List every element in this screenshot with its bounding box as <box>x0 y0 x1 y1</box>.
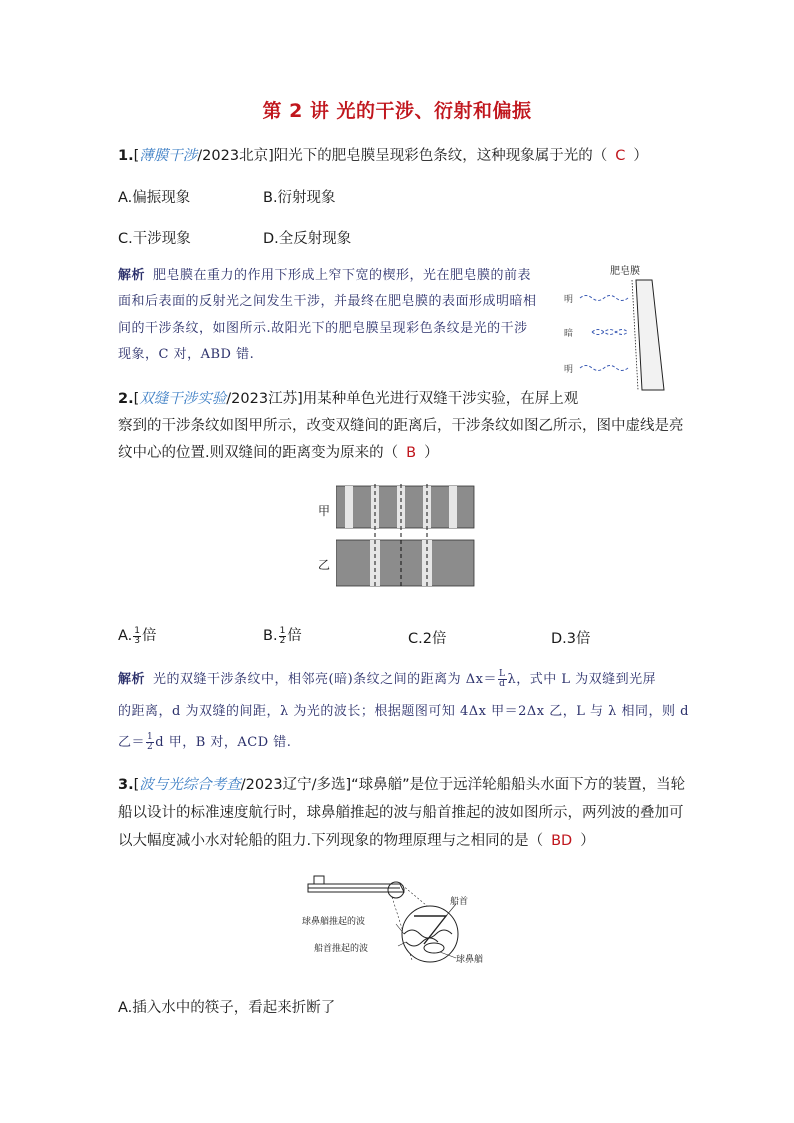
option-b: B.衍射现象 <box>263 190 336 206</box>
topic-tag: 薄膜干涉 <box>139 148 198 164</box>
option-a: A.插入水中的筷子，看起来折断了 <box>118 1000 336 1016</box>
question-text: /2023辽宁/多选]“球鼻艏”是位于远洋轮船船头水面下方的装置，当轮 <box>240 777 686 793</box>
solution-line: 间的干涉条纹，如图所示.故阳光下的肥皂膜呈现彩色条纹是光的干涉 <box>118 321 528 336</box>
wave-dark-2 <box>592 330 628 335</box>
bracket-close: ） <box>633 148 648 164</box>
question-number: 3. <box>118 777 134 793</box>
figure-label-b: 乙 <box>318 558 331 572</box>
solution-line: 的距离，d 为双缝的间距，λ 为光的波长；根据题图可知 4Δx 甲＝2Δx 乙，L 与 λ 相同，则 d <box>118 704 689 719</box>
solution-line: 现象，C 对，ABD 错. <box>118 347 255 362</box>
question-2-stem <box>118 389 578 409</box>
bright-label: 明 <box>564 295 574 305</box>
bracket-open: [ <box>133 148 140 164</box>
option-a: A.偏振现象 <box>118 190 191 206</box>
figure-label-a: 甲 <box>318 504 331 518</box>
solution-label: 解析 <box>118 672 146 687</box>
detail-circle-large <box>402 906 458 962</box>
solution-line <box>118 266 531 286</box>
film-label: 肥皂膜 <box>610 266 640 277</box>
answer-mark: C <box>615 148 626 164</box>
solution-text: 肥皂膜在重力的作用下形成上窄下宽的楔形，光在肥皂膜的前表 <box>153 268 532 283</box>
option-b: B. $\frac{1}{2}$ 倍 <box>263 625 302 646</box>
fraction: $\frac{1}{2}$ <box>147 732 154 752</box>
bow-label: 船首 <box>450 897 469 907</box>
bright-label: 明 <box>564 365 574 375</box>
bow-wave-label: 船首推起的波 <box>314 944 369 954</box>
question-text: 纹中心的位置.则双缝间的距离变为原来的（ B ） <box>118 445 439 461</box>
option-c: C.2倍 <box>408 631 447 647</box>
fringe-pattern-b <box>336 540 474 586</box>
page-title: 第 2 讲 光的干涉、衍射和偏振 <box>262 100 532 122</box>
topic-tag: 双缝干涉实验 <box>139 391 227 407</box>
wave-bright-1 <box>580 296 628 301</box>
question-source: /2023北京]阳光下的肥皂膜呈现彩色条纹，这种现象属于光的（ <box>197 148 608 164</box>
bulb-shape <box>424 943 444 953</box>
soap-film-wedge <box>636 280 664 390</box>
question-text: 察到的干涉条纹如图甲所示，改变双缝间的距离后，干涉条纹如图乙所示，图中虚线是亮 <box>118 418 684 434</box>
solution-line: 解析 光的双缝干涉条纹中，相邻亮(暗)条纹之间的距离为 Δx＝ $\frac{L}{d}$ λ，式中 L 为双缝到光屏 <box>118 669 657 689</box>
question-number: 1. <box>118 148 134 164</box>
topic-tag: 波与光综合考查 <box>139 777 241 793</box>
bulb-wave-label: 球鼻艏推起的波 <box>302 917 366 927</box>
solution-label: 解析 <box>118 268 146 283</box>
question-text: 船以设计的标准速度航行时，球鼻艏推起的波与船首推起的波如图所示，两列波的叠加可 <box>118 805 684 821</box>
fraction: $\frac{1}{3}$ <box>134 625 141 646</box>
question-3-stem <box>118 775 685 795</box>
answer-mark: BD <box>551 833 573 849</box>
question-text: /2023江苏]用某种单色光进行双缝干涉实验，在屏上观 <box>226 391 579 407</box>
fraction: $\frac{L}{d}$ <box>499 669 506 689</box>
bulb-label: 球鼻艏 <box>456 955 484 965</box>
question-1-stem <box>118 146 648 166</box>
solution-line: 乙＝ $\frac{1}{2}$ d 甲，B 对，ACD 错. <box>118 732 292 752</box>
fringe-figure <box>336 484 476 590</box>
option-d: D.全反射现象 <box>263 231 352 247</box>
wave-dark <box>592 330 628 335</box>
solution-line: 面和后表面的反射光之间发生干涉，并最终在肥皂膜的表面形成明暗相 <box>118 294 537 309</box>
answer-mark: B <box>406 445 417 461</box>
question-text: 以大幅度减小水对轮船的阻力.下列现象的物理原理与之相同的是（ BD ） <box>118 833 595 849</box>
question-number: 2. <box>118 391 134 407</box>
dark-label: 暗 <box>564 329 574 339</box>
bracket-open: [ <box>133 391 140 407</box>
bracket-open: [ <box>133 777 140 793</box>
wave-bright-2 <box>580 366 628 371</box>
ship-hull <box>308 876 404 892</box>
option-d: D.3倍 <box>551 631 591 647</box>
fringe-pattern-a <box>336 486 474 528</box>
fraction: $\frac{1}{2}$ <box>279 625 286 646</box>
option-a: A. $\frac{1}{3}$ 倍 <box>118 625 157 646</box>
soap-film-figure <box>560 262 670 394</box>
option-c: C.干涉现象 <box>118 231 191 247</box>
